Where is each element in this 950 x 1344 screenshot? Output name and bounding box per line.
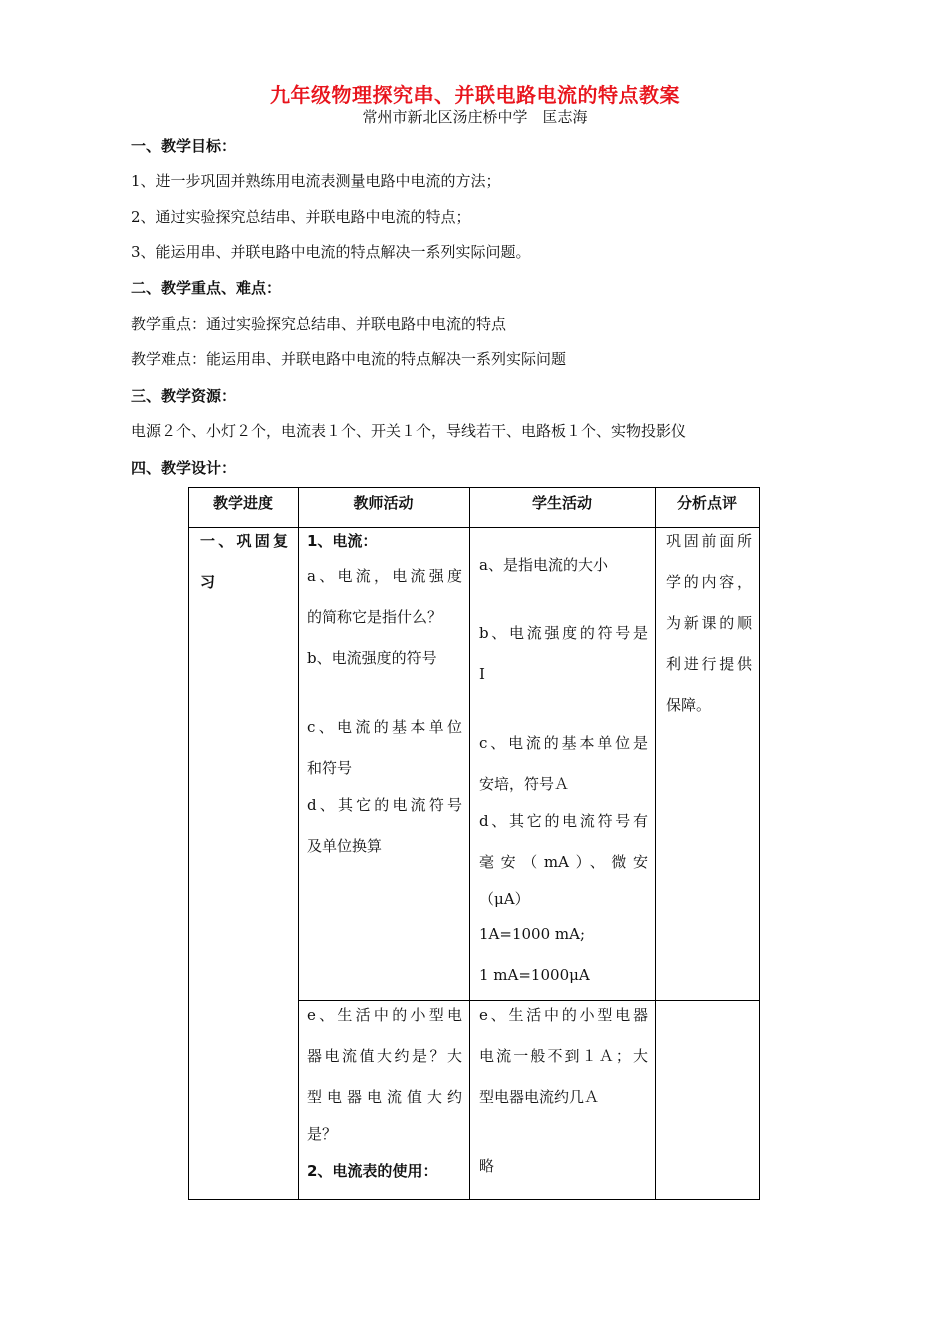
student-note: 略 — [479, 1157, 495, 1175]
student-answer-a: a、是指电流的大小 — [479, 556, 608, 574]
student-activity-cell-2 — [479, 995, 648, 1187]
teacher-question-e: 型电器电流值大约 — [307, 1088, 462, 1106]
comment-text: 学的内容， — [666, 573, 752, 591]
student-answer-e: e、生活中的小型电器 — [479, 1006, 648, 1024]
lesson-design-table — [188, 487, 760, 1200]
student-answer-d: d、其它的电流符号有 — [479, 812, 648, 830]
difficulty-item: 教学难点：能运用串、并联电路中电流的特点解决一系列实际问题 — [131, 350, 567, 368]
student-answer-d: （μA） — [479, 890, 530, 908]
teacher-question-d: 及单位换算 — [307, 837, 383, 855]
section-heading-objectives: 一、教学目标： — [131, 137, 237, 155]
section-heading-design: 四、教学设计： — [131, 459, 237, 477]
student-answer-d: 毫安（mA）、微安 — [479, 853, 648, 871]
objective-item: 2、通过实验探究总结串、并联电路中电流的特点； — [131, 208, 471, 226]
comment-text: 利进行提供 — [666, 655, 752, 673]
objective-item: 1、进一步巩固并熟练用电流表测量电路中电流的方法； — [131, 172, 501, 190]
teacher-question-a: 的简称它是指什么？ — [307, 608, 443, 626]
table-column-divider — [469, 487, 470, 1200]
section-heading-key-points: 二、教学重点、难点： — [131, 279, 282, 297]
table-border-right — [759, 487, 760, 1200]
teacher-question-d: d、其它的电流符号 — [307, 796, 462, 814]
teacher-activity-cell — [307, 521, 462, 867]
comment-cell — [666, 521, 752, 726]
student-answer-b: b、电流强度的符号是 — [479, 624, 648, 642]
author-line: 常州市新北区汤庄桥中学 匡志海 — [362, 108, 588, 126]
student-answer-b: I — [479, 665, 485, 683]
table-column-divider — [298, 487, 299, 1200]
teacher-question-c: c、电流的基本单位 — [307, 718, 462, 736]
student-answer-e: 型电器电流约几Ａ — [479, 1088, 600, 1106]
header-teacher-activity: 教师活动 — [353, 494, 414, 512]
section-heading-resources: 三、教学资源： — [131, 387, 237, 405]
key-point-item: 教学重点：通过实验探究总结串、并联电路中电流的特点 — [131, 315, 507, 333]
header-progress: 教学进度 — [212, 494, 273, 512]
table-border-bottom — [188, 1199, 760, 1200]
teacher-topic-title-2: 2、电流表的使用： — [307, 1162, 438, 1180]
document-title: 九年级物理探究串、并联电路电流的特点教案 — [270, 83, 680, 107]
progress-cell-review — [200, 521, 288, 603]
progress-text: 一、巩固复 — [200, 532, 288, 550]
student-answer-e: 电流一般不到１Ａ；大 — [479, 1047, 648, 1065]
header-student-activity: 学生活动 — [531, 494, 592, 512]
teacher-question-c: 和符号 — [307, 759, 353, 777]
header-comment: 分析点评 — [676, 494, 737, 512]
comment-text: 保障。 — [666, 696, 712, 714]
teacher-topic-title: 1、电流： — [307, 532, 378, 550]
teacher-activity-cell-2 — [307, 995, 462, 1192]
teacher-question-e: 是？ — [307, 1125, 338, 1143]
teacher-question-e: 器电流值大约是？大 — [307, 1047, 462, 1065]
table-column-divider — [655, 487, 656, 1200]
student-answer-d: 1 mA=1000μA — [479, 966, 590, 984]
student-answer-c: 安培，符号Ａ — [479, 775, 570, 793]
comment-text: 巩固前面所 — [666, 532, 752, 550]
teacher-question-e: e、生活中的小型电 — [307, 1006, 462, 1024]
student-answer-c: c、电流的基本单位是 — [479, 734, 648, 752]
teacher-question-a: a、电流，电流强度 — [307, 567, 462, 585]
student-answer-d: 1A=1000 mA; — [479, 925, 585, 943]
objective-item: 3、能运用串、并联电路中电流的特点解决一系列实际问题。 — [131, 243, 531, 261]
comment-text: 为新课的顺 — [666, 614, 752, 632]
resources-text: 电源２个、小灯２个，电流表１个、开关１个，导线若干、电路板１个、实物投影仪 — [131, 422, 687, 440]
teacher-question-b: b、电流强度的符号 — [307, 649, 437, 667]
table-border-left — [188, 487, 189, 1200]
student-activity-cell — [479, 545, 648, 996]
progress-text: 习 — [200, 573, 216, 591]
